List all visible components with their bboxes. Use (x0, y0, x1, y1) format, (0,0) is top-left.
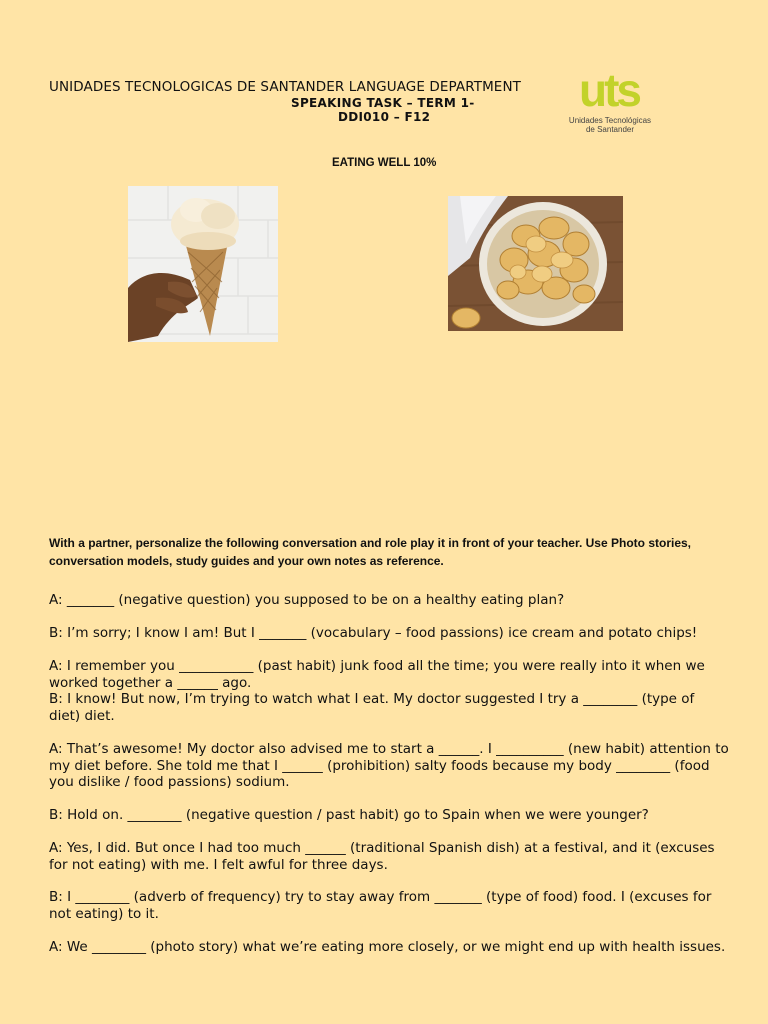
course-code: DDI010 – F12 (338, 110, 431, 124)
dialogue-line: B: I ________ (adverb of frequency) try to stay away from _______ (type of food) food. I (excuses for not eating) to it. (49, 889, 712, 922)
uts-logo-mark (574, 66, 644, 114)
task-heading: SPEAKING TASK – TERM 1- (291, 96, 475, 110)
potato-chips-image (448, 196, 623, 331)
dialogue-line: A: I remember you ___________ (past habit) junk food all the time; you were really into it when we worked together a ______ ago. (49, 658, 705, 691)
dialogue-line: B: I’m sorry; I know I am! But I _______ (vocabulary – food passions) ice cream and potato chips! (49, 625, 698, 641)
logo-caption-line1: Unidades Tecnológicas (568, 116, 652, 125)
instructions-text: With a partner, personalize the following conversation and role play it in front of your teacher. Use Photo stories, conversation models, study guides and your own notes as reference. (49, 536, 691, 568)
department-heading: UNIDADES TECNOLOGICAS DE SANTANDER LANGUAGE DEPARTMENT (49, 79, 521, 95)
ice-cream-cone-image (128, 186, 278, 342)
logo-caption-line2: de Santander (585, 125, 635, 134)
dialogue-line: A: That’s awesome! My doctor also advised me to start a ______. I __________ (new habit) attention to my diet before. She told me that I ______ (prohibition) salty foods because my body ________ (food you dislike / food passions) sodium. (49, 741, 729, 790)
uts-logo-text: uts (579, 66, 639, 114)
dialogue-line: B: I know! But now, I’m trying to watch what I eat. My doctor suggested I try a ________ (type of diet) diet. (49, 691, 695, 724)
uts-logo (566, 66, 656, 136)
page-title: EATING WELL 10% (332, 157, 437, 169)
dialogue-line: B: Hold on. ________ (negative question / past habit) go to Spain when we were younger? (49, 807, 649, 823)
dialogue-line: A: Yes, I did. But once I had too much ______ (traditional Spanish dish) at a festival, and it (excuses for not eating) with me. I felt awful for three days. (49, 840, 715, 873)
dialogue-line: A: We ________ (photo story) what we’re eating more closely, or we might end up with health issues. (49, 939, 726, 955)
dialogue-line: A: _______ (negative question) you supposed to be on a healthy eating plan? (49, 592, 565, 608)
